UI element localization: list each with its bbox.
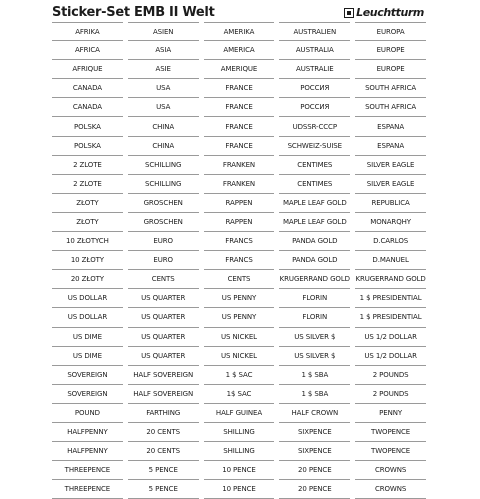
sticker-label: US QUARTER (128, 289, 199, 308)
sticker-label: US DIME (52, 347, 123, 366)
sticker-label: US 1/2 DOLLAR (355, 347, 426, 366)
sticker-label: UDSSR-CCCP (279, 117, 350, 136)
sticker-label: AMERICA (204, 41, 275, 60)
sticker-label: FRANCE (204, 98, 275, 117)
sticker-label: FRANCE (204, 117, 275, 136)
sticker-label: US NICKEL (204, 328, 275, 347)
sticker-label: 10 PENCE (204, 461, 275, 480)
sticker-label: SILVER EAGLE (355, 156, 426, 175)
sticker-label: ESPANA (355, 137, 426, 156)
sticker-label: GROSCHEN (128, 213, 199, 232)
sticker-label: POLSKA (52, 137, 123, 156)
sticker-label: SHILLING (204, 442, 275, 461)
sticker-label: 1 $ SAC (204, 366, 275, 385)
sticker-label: SIXPENCE (279, 442, 350, 461)
sticker-label: SCHILLING (128, 156, 199, 175)
sticker-label: EUROPE (355, 60, 426, 79)
sticker-label: CHINA (128, 137, 199, 156)
sticker-label: KRUGERRAND GOLD (355, 270, 426, 289)
sticker-label: 1 $ PRESIDENTIAL (355, 289, 426, 308)
sticker-label: US QUARTER (128, 328, 199, 347)
sticker-label: PENNY (355, 404, 426, 423)
sticker-label: PANDA GOLD (279, 232, 350, 251)
sticker-label: US DOLLAR (52, 308, 123, 327)
sticker-label: TWOPENCE (355, 442, 426, 461)
sticker-label: D.CARLOS (355, 232, 426, 251)
sticker-label: USA (128, 79, 199, 98)
sticker-label: US PENNY (204, 289, 275, 308)
sticker-label: US SILVER $ (279, 328, 350, 347)
sticker-label: 1 $ SBA (279, 366, 350, 385)
sticker-label: HALF GUINEA (204, 404, 275, 423)
sticker-label: 10 ZŁOTY (52, 251, 123, 270)
brand-name: Leuchtturm (356, 6, 424, 19)
sticker-label: SIXPENCE (279, 423, 350, 442)
sticker-label: 20 CENTS (128, 442, 199, 461)
sticker-label: HALFPENNY (52, 442, 123, 461)
sticker-label: MONARQHY (355, 213, 426, 232)
sticker-sheet (52, 0, 426, 494)
sticker-label: 1 $ SBA (279, 385, 350, 404)
sticker-label: AFRICA (52, 41, 123, 60)
sticker-label: HALF CROWN (279, 404, 350, 423)
sticker-label: CENTS (204, 270, 275, 289)
sticker-label: US NICKEL (204, 347, 275, 366)
sticker-label: EURO (128, 251, 199, 270)
sticker-label: ZŁOTY (52, 194, 123, 213)
sticker-label: FRANCE (204, 137, 275, 156)
sticker-label: RAPPEN (204, 213, 275, 232)
sticker-label: CANADA (52, 98, 123, 117)
sticker-label: SOVEREIGN (52, 385, 123, 404)
sticker-label: 2 ZLOTE (52, 175, 123, 194)
sticker-label: REPUBLICA (355, 194, 426, 213)
sticker-label: ZŁOTY (52, 213, 123, 232)
sticker-label: EUROPA (355, 22, 426, 41)
sticker-label: FRANKEN (204, 175, 275, 194)
sticker-label: SOUTH AFRICA (355, 79, 426, 98)
sticker-label: MAPLE LEAF GOLD (279, 213, 350, 232)
sticker-label: FRANKEN (204, 156, 275, 175)
sticker-label: THREEPENCE (52, 480, 123, 499)
sticker-label: HALFPENNY (52, 423, 123, 442)
leuchtturm-logo-icon (344, 8, 354, 18)
sticker-label: US QUARTER (128, 347, 199, 366)
sticker-label: CHINA (128, 117, 199, 136)
sticker-label: SILVER EAGLE (355, 175, 426, 194)
sticker-label: CANADA (52, 79, 123, 98)
sticker-label: THREEPENCE (52, 461, 123, 480)
sticker-label: HALF SOVEREIGN (128, 366, 199, 385)
sticker-label: TWOPENCE (355, 423, 426, 442)
brand-logo (344, 6, 424, 19)
sticker-label: 2 POUNDS (355, 385, 426, 404)
sticker-label: РОССИЯ (279, 79, 350, 98)
sticker-label: GROSCHEN (128, 194, 199, 213)
sticker-label: SHILLING (204, 423, 275, 442)
sticker-label: KRUGERRAND GOLD (279, 270, 350, 289)
sticker-label: US 1/2 DOLLAR (355, 328, 426, 347)
sheet-title: Sticker-Set EMB II Welt (52, 5, 215, 20)
sticker-label: MAPLE LEAF GOLD (279, 194, 350, 213)
sticker-label: AUSTRALIEN (279, 22, 350, 41)
sticker-label: FRANCS (204, 232, 275, 251)
sticker-label: ASIA (128, 41, 199, 60)
sheet-header (52, 4, 426, 22)
sticker-label: AFRIQUE (52, 60, 123, 79)
sticker-label: ASIE (128, 60, 199, 79)
sticker-label: FRANCE (204, 79, 275, 98)
sticker-label: 1 $ PRESIDENTIAL (355, 308, 426, 327)
sticker-label: SCHILLING (128, 175, 199, 194)
sticker-label: 1$ SAC (204, 385, 275, 404)
sticker-label: 5 PENCE (128, 480, 199, 499)
sticker-label: 20 ZŁOTY (52, 270, 123, 289)
sticker-label: 20 PENCE (279, 480, 350, 499)
sticker-label: FLORIN (279, 289, 350, 308)
sticker-label: EUROPE (355, 41, 426, 60)
sticker-label: CENTIMES (279, 156, 350, 175)
sticker-label: 20 PENCE (279, 461, 350, 480)
sticker-label: CENTIMES (279, 175, 350, 194)
sticker-label: PANDA GOLD (279, 251, 350, 270)
sticker-label: AUSTRALIA (279, 41, 350, 60)
sticker-label: FRANCS (204, 251, 275, 270)
sticker-label: HALF SOVEREIGN (128, 385, 199, 404)
sticker-label: SOVEREIGN (52, 366, 123, 385)
sticker-grid (52, 22, 426, 499)
sticker-label: 2 POUNDS (355, 366, 426, 385)
sticker-label: SCHWEIZ-SUISE (279, 137, 350, 156)
sticker-label: FARTHING (128, 404, 199, 423)
sticker-label: US DIME (52, 328, 123, 347)
sticker-label: US PENNY (204, 308, 275, 327)
sticker-label: USA (128, 98, 199, 117)
sticker-label: AMERIKA (204, 22, 275, 41)
sticker-label: D.MANUEL (355, 251, 426, 270)
sticker-label: 10 PENCE (204, 480, 275, 499)
sticker-label: РОССИЯ (279, 98, 350, 117)
sticker-label: 2 ZLOTE (52, 156, 123, 175)
sticker-label: CROWNS (355, 480, 426, 499)
sticker-label: CENTS (128, 270, 199, 289)
sticker-label: US QUARTER (128, 308, 199, 327)
sticker-label: ESPANA (355, 117, 426, 136)
sticker-label: AUSTRALIE (279, 60, 350, 79)
sticker-label: 10 ZŁOTYCH (52, 232, 123, 251)
sticker-label: AMERIQUE (204, 60, 275, 79)
sticker-label: RAPPEN (204, 194, 275, 213)
sticker-label: AFRIKA (52, 22, 123, 41)
sticker-label: SOUTH AFRICA (355, 98, 426, 117)
sticker-label: POUND (52, 404, 123, 423)
sticker-label: US DOLLAR (52, 289, 123, 308)
sticker-label: CROWNS (355, 461, 426, 480)
sticker-label: ASIEN (128, 22, 199, 41)
sticker-label: 20 CENTS (128, 423, 199, 442)
sticker-label: POLSKA (52, 117, 123, 136)
sticker-label: FLORIN (279, 308, 350, 327)
sticker-label: 5 PENCE (128, 461, 199, 480)
sticker-label: US SILVER $ (279, 347, 350, 366)
sticker-label: EURO (128, 232, 199, 251)
